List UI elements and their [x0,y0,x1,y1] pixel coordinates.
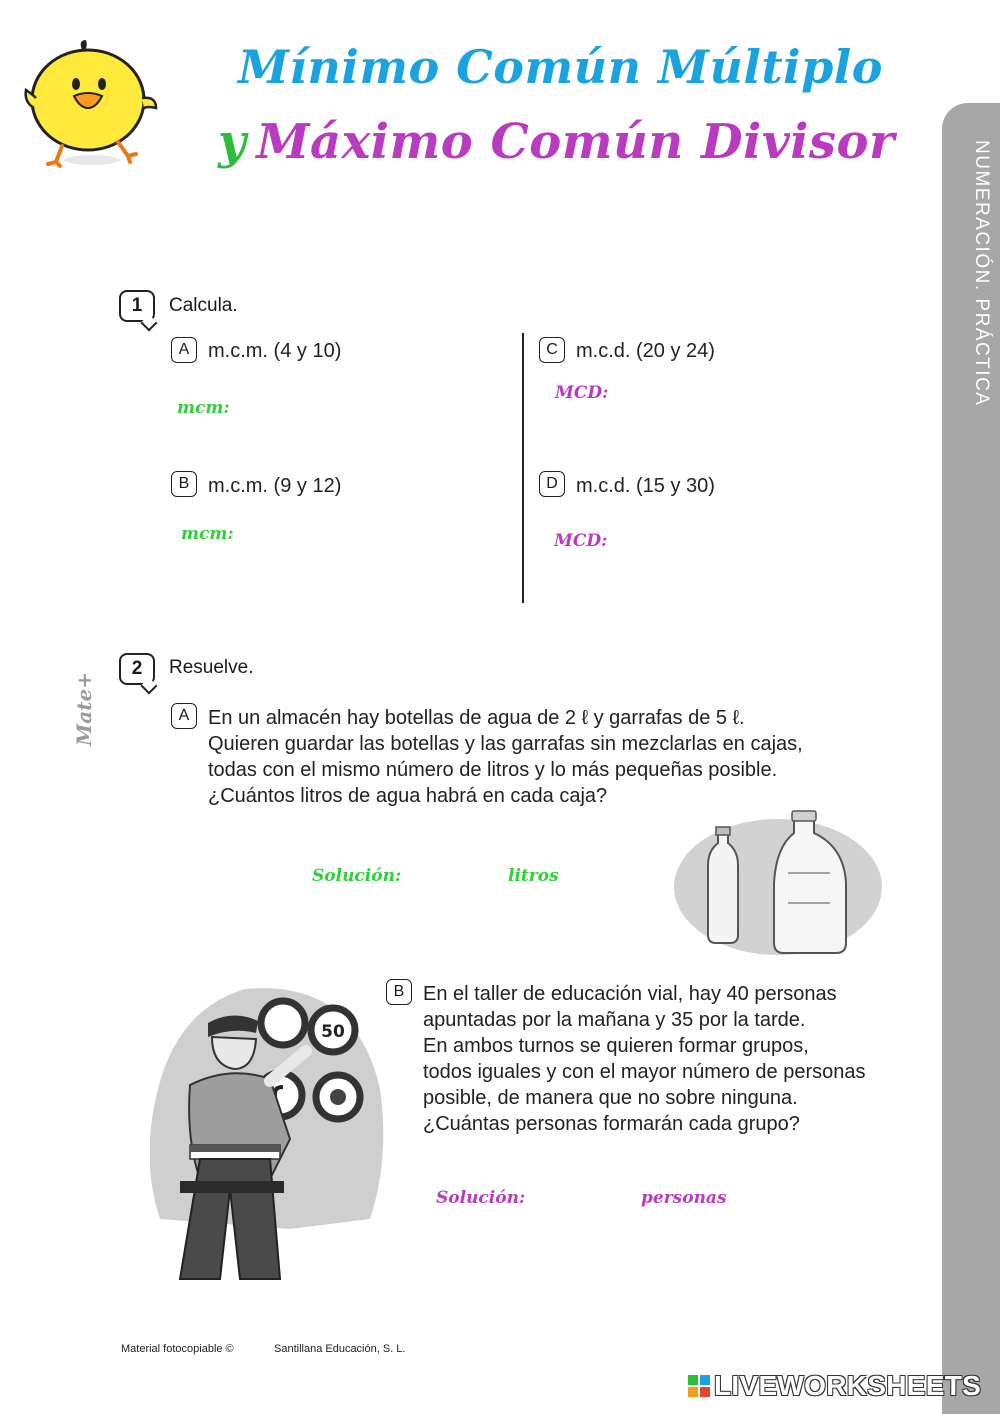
exercise-number-badge-2: 2 [119,653,155,685]
title-line2-text: Máximo Común Divisor [256,114,895,170]
problem-a-line: En un almacén hay botellas de agua de 2 ℓ y garrafas de 5 ℓ. [208,707,745,729]
copyright-notice: Material fotocopiable © [121,1343,234,1355]
problem-b-answer-field[interactable] [535,1182,635,1212]
problem-a-text [208,705,803,809]
problem-b-line: En el taller de educación vial, hay 40 personas [423,983,837,1005]
publisher-name: Santillana Educación, S. L. [274,1343,406,1355]
problem-b-line: posible, de manera que no sobre ninguna. [423,1087,798,1109]
problem-b-unit-label: personas [641,1188,727,1208]
problem-a-line: ¿Cuántos litros de agua habrá en cada caja? [208,785,608,807]
speed-sign-number: 50 [321,1022,345,1042]
page-title-line1: Mínimo Común Múltiplo [238,40,883,94]
item-a-answer-label: mcm: [177,398,230,418]
item-c-text: m.c.d. (20 y 24) [576,340,715,362]
exercise-number-badge: 1 [119,290,155,322]
problem-b-solution-label: Solución: [436,1188,526,1208]
item-d-text: m.c.d. (15 y 30) [576,475,715,497]
item-b-text: m.c.m. (9 y 12) [208,475,342,497]
traffic-officer-illustration [150,985,385,1285]
problem-a-answer-field[interactable] [408,860,500,890]
liveworksheets-logo-icon [688,1375,710,1397]
item-d-answer-field[interactable] [620,525,820,555]
exercise2-heading: Resuelve. [169,657,254,678]
watermark-text: LIVEWORKSHEETS [714,1370,982,1401]
item-letter-d: D [539,471,565,497]
problem-b-line: todos iguales y con el mayor número de personas [423,1061,866,1083]
item-c-answer-field[interactable] [620,377,820,407]
chick-mascot-illustration [22,38,162,168]
item-letter-c: C [539,337,565,363]
problem-a-unit-label: litros [508,866,559,886]
problem-a-line: Quieren guardar las botellas y las garrafas sin mezclarlas en cajas, [208,733,803,755]
problem-a-solution-label: Solución: [312,866,402,886]
item-a-answer-field[interactable] [250,392,450,422]
item-c-answer-label: MCD: [555,383,609,403]
problem-b-line: ¿Cuántas personas formarán cada grupo? [423,1113,800,1135]
problem-a-line: todas con el mismo número de litros y lo más pequeñas posible. [208,759,778,781]
brand-label: Mate+ [72,672,96,746]
water-bottles-illustration [670,805,885,960]
problem-a-letter: A [171,703,197,729]
item-letter-b: B [171,471,197,497]
side-section-label: NUMERACIÓN. PRÁCTICA [971,140,992,407]
exercise1-heading: Calcula. [169,295,238,316]
item-b-answer-field[interactable] [254,518,454,548]
problem-b-line: apuntadas por la mañana y 35 por la tarde. [423,1009,806,1031]
page-title-line2 [218,114,895,170]
problem-b-text [423,981,865,1137]
item-b-answer-label: mcm: [181,524,234,544]
item-d-answer-label: MCD: [554,531,608,551]
item-letter-a: A [171,337,197,363]
column-divider [522,333,524,603]
liveworksheets-watermark [688,1370,981,1402]
item-a-text: m.c.m. (4 y 10) [208,340,342,362]
problem-b-line: En ambos turnos se quieren formar grupos, [423,1035,809,1057]
title-connector: y [218,114,247,170]
problem-b-letter: B [386,979,412,1005]
